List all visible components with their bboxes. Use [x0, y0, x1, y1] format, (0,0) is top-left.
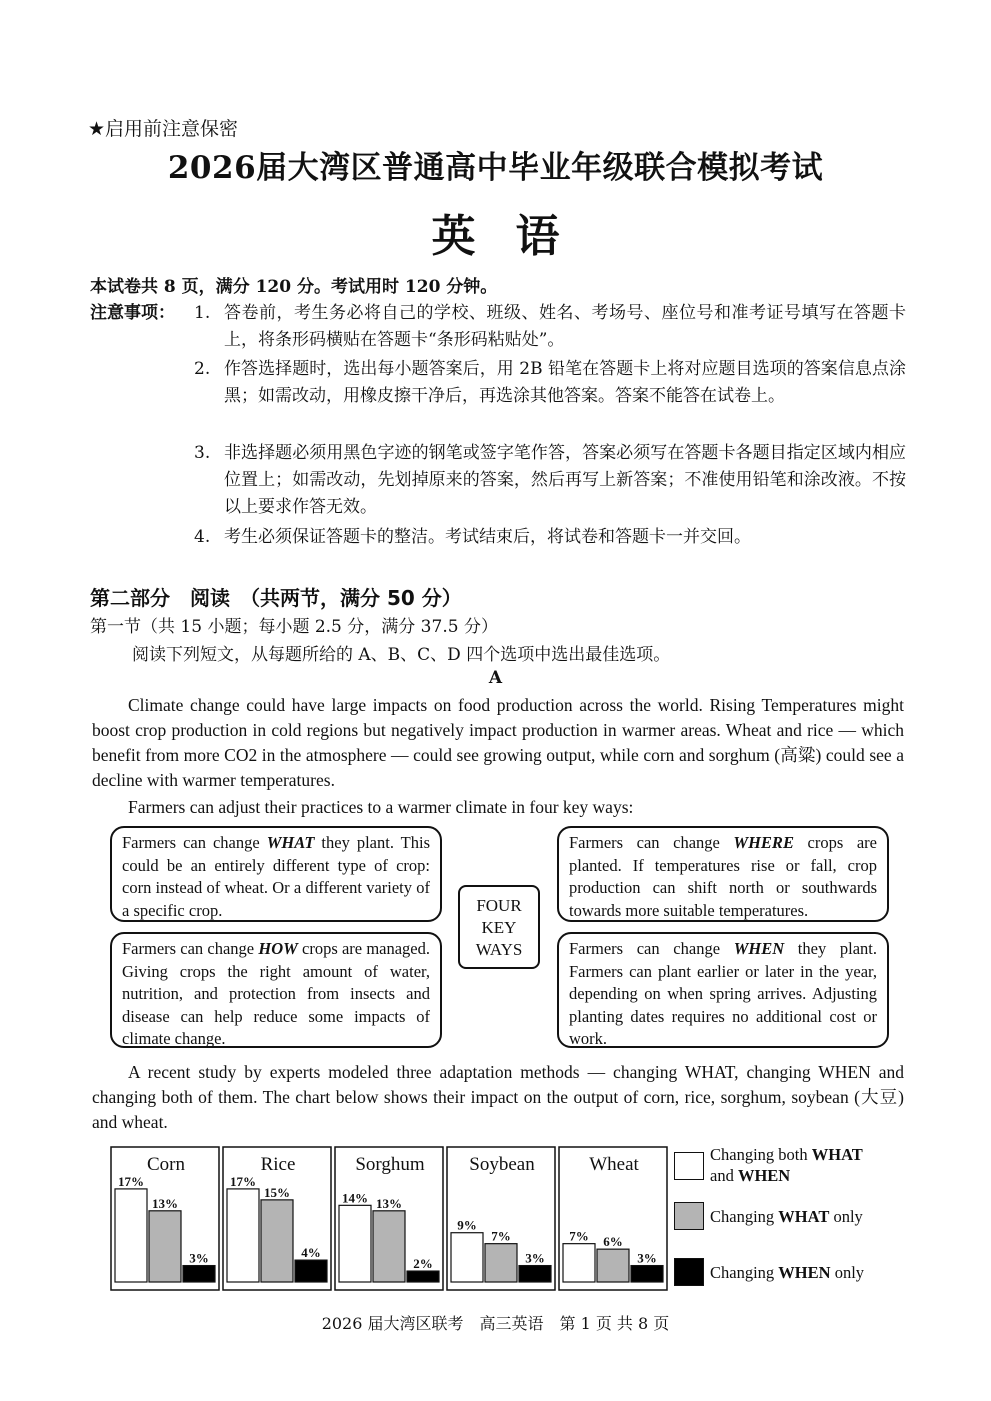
- data-label: 13%: [152, 1195, 178, 1211]
- legend-swatch-when: [674, 1258, 704, 1286]
- bar: [227, 1189, 259, 1282]
- note-number: 3.: [194, 443, 211, 463]
- data-label: 3%: [525, 1250, 545, 1266]
- exam-info: 本试卷共 8 页，满分 120 分。考试用时 120 分钟。: [90, 277, 498, 297]
- data-label: 7%: [491, 1228, 511, 1244]
- way-text-post: they plant. This could be an entirely different type of crop: corn instead of wheat. Or a different variety of a specific crop.: [122, 833, 430, 920]
- bar: [597, 1249, 629, 1282]
- way-keyword: WHERE: [733, 833, 794, 852]
- bar: [563, 1244, 595, 1282]
- passage-paragraph-2: Farmers can adjust their practices to a warmer climate in four key ways:: [128, 797, 634, 817]
- bar: [149, 1211, 181, 1282]
- center-line: FOUR: [476, 896, 522, 915]
- way-box-how: [110, 932, 442, 1048]
- way-text-pre: Farmers can change: [569, 833, 734, 852]
- center-line: KEY: [481, 918, 517, 937]
- note-number: 2.: [194, 359, 211, 379]
- data-label: 13%: [376, 1195, 402, 1211]
- legend-label-when: Changing WHEN only: [710, 1263, 865, 1282]
- bar: [261, 1200, 293, 1282]
- adaptation-chart: [110, 1146, 670, 1292]
- category-label: Corn: [147, 1154, 185, 1175]
- exam-title: 2026届大湾区普通高中毕业年级联合模拟考试: [167, 150, 824, 186]
- data-label: 7%: [569, 1228, 589, 1244]
- way-text-pre: Farmers can change: [569, 939, 734, 958]
- data-label: 9%: [457, 1217, 477, 1233]
- data-label: 4%: [301, 1245, 321, 1261]
- passage-paragraph-3: A recent study by experts modeled three adaptation methods — changing WHAT, changing WHEN and changing both of them. The chart below shows their impact on the output of corn, rice, sorghum, soybean (大豆) and wheat.: [92, 1062, 904, 1132]
- way-keyword: WHAT: [266, 833, 315, 852]
- bar: [407, 1271, 439, 1282]
- bar: [115, 1189, 147, 1282]
- note-text: 作答选择题时，选出每小题答案后，用 2B 铅笔在答题卡上将对应题目选项的答案信息点涂黑；如需改动，用橡皮擦干净后，再选涂其他答案。答案不能答在试卷上。: [224, 359, 906, 406]
- chart-legend: [672, 1140, 912, 1300]
- secret-notice: ★启用前注意保密: [88, 118, 239, 140]
- four-key-ways-box: [458, 885, 540, 969]
- note-number: 4.: [194, 527, 211, 547]
- data-label: 14%: [342, 1190, 368, 1206]
- bar: [485, 1244, 517, 1282]
- subject-title: 英语: [431, 211, 600, 262]
- reading-instructions: 阅读下列短文，从每题所给的 A、B、C、D 四个选项中选出最佳选项。: [132, 645, 671, 665]
- category-label: Wheat: [589, 1154, 639, 1175]
- way-box-when: [557, 932, 889, 1048]
- data-label: 3%: [637, 1250, 657, 1266]
- way-keyword: WHEN: [733, 939, 785, 958]
- note-text: 非选择题必须用黑色字迹的钢笔或签字笔作答，答案必须写在答题卡各题目指定区域内相应位置上；如需改动，先划掉原来的答案，然后再写上新答案；不准使用铅笔和涂改液。不按以上要求作答无效。: [224, 443, 906, 517]
- category-label: Soybean: [469, 1154, 535, 1175]
- note-number: 1.: [194, 303, 211, 323]
- way-text-pre: Farmers can change: [122, 939, 259, 958]
- bar: [519, 1266, 551, 1282]
- legend-label-what: Changing WHAT only: [710, 1207, 863, 1226]
- legend-label-both: Changing both WHAT and WHEN: [710, 1145, 863, 1185]
- note-text: 答卷前，考生务必将自己的学校、班级、姓名、考场号、座位号和准考证号填写在答题卡上，将条形码横贴在答题卡“条形码粘贴处”。: [224, 303, 906, 350]
- legend-swatch-both: [674, 1152, 704, 1180]
- way-text-post: crops are planted. If temperatures rise or fall, crop production can shift north or southwards towards more suitable temperatures.: [569, 833, 877, 920]
- bar: [373, 1211, 405, 1282]
- chart-svg: [110, 1146, 670, 1292]
- legend-swatch-what: [674, 1202, 704, 1230]
- notes-label: 注意事项：: [90, 303, 175, 323]
- passage-paragraph-1: Climate change could have large impacts on food production across the world. Rising Temperatures might boost crop production in cold regions but negatively impact production in warmer areas. Wheat and rice — which benefit from more CO2 in the atmosphere — could see growing output, while corn and sorghum (高粱) could see a decline with warmer temperatures.: [92, 695, 904, 790]
- category-label: Sorghum: [355, 1154, 425, 1175]
- passage-label: A: [488, 668, 503, 688]
- data-label: 17%: [118, 1173, 144, 1189]
- bar: [295, 1260, 327, 1282]
- way-box-where: [557, 826, 889, 922]
- part-title: 第二部分 阅读 （共两节，满分 50 分）: [90, 586, 462, 610]
- bar: [451, 1233, 483, 1282]
- data-label: 17%: [230, 1173, 256, 1189]
- category-label: Rice: [260, 1154, 296, 1175]
- center-line: WAYS: [475, 940, 523, 959]
- data-label: 6%: [603, 1234, 623, 1250]
- page-footer: 2026 届大湾区联考 高三英语 第 1 页 共 8 页: [321, 1314, 670, 1333]
- bar: [183, 1266, 215, 1282]
- data-label: 3%: [189, 1250, 209, 1266]
- data-label: 15%: [264, 1184, 290, 1200]
- note-text: 考生必须保证答题卡的整洁。考试结束后，将试卷和答题卡一并交回。: [224, 527, 751, 547]
- way-box-what: [110, 826, 442, 922]
- section-title: 第一节（共 15 小题；每小题 2.5 分，满分 37.5 分）: [90, 617, 498, 637]
- bar: [339, 1205, 371, 1282]
- way-keyword: HOW: [258, 939, 298, 958]
- bar: [631, 1266, 663, 1282]
- way-text-post: they plant. Farmers can plant earlier or later in the year, depending on when spring arrives. Adjusting planting dates requires no additional cost or work.: [569, 939, 878, 1048]
- data-label: 2%: [413, 1256, 433, 1272]
- way-text-pre: Farmers can change: [122, 833, 267, 852]
- way-text-post: crops are managed. Giving crops the right amount of water, nutrition, and protection from insects and disease can help reduce some impacts of climate change.: [122, 939, 431, 1048]
